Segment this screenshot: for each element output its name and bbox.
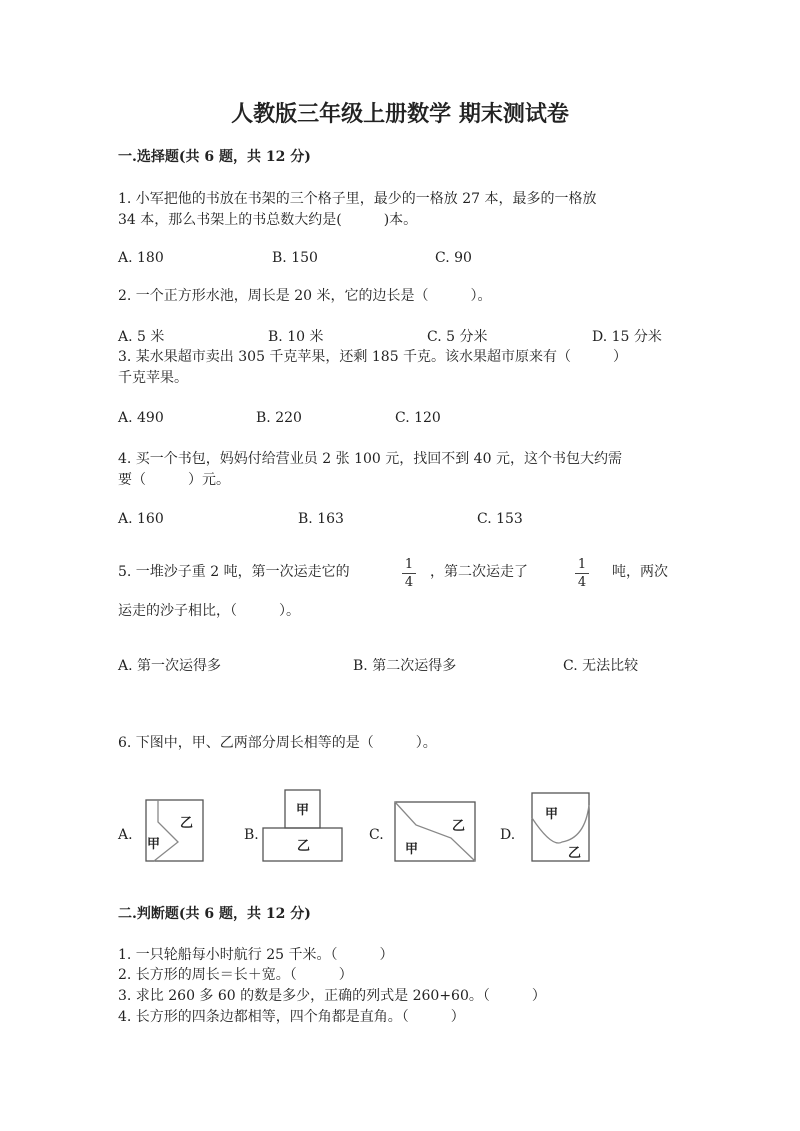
- q2-option-d: D. 15 分米: [592, 329, 662, 345]
- figure-b-label-yi: 乙: [297, 839, 311, 854]
- q5-option-b: B. 第二次运得多: [353, 658, 457, 674]
- q2-option-a: A. 5 米: [118, 329, 165, 345]
- fraction-numerator: 1: [404, 557, 414, 572]
- fraction-numerator: 1: [577, 557, 587, 572]
- q4-option-a: A. 160: [118, 511, 164, 527]
- figure-c-label-yi: 乙: [452, 819, 466, 834]
- q5-text-part1: 5. 一堆沙子重 2 吨，第一次运走它的: [118, 564, 350, 580]
- figure-b-label-jia: 甲: [296, 803, 310, 818]
- figure-a-label-jia: 甲: [147, 837, 161, 852]
- q6-text: 6. 下图中，甲、乙两部分周长相等的是（ ）。: [118, 735, 437, 751]
- figure-c-label-jia: 甲: [405, 842, 419, 857]
- figure-d-label-yi: 乙: [568, 846, 582, 861]
- figure-a-label-yi: 乙: [180, 816, 194, 831]
- q1-text-cont: 34 本，那么书架上的书总数大约是( )本。: [118, 212, 418, 228]
- q1-option-b: B. 150: [272, 250, 318, 266]
- fraction-denominator: 4: [404, 575, 414, 590]
- q6-option-a: A.: [118, 827, 133, 843]
- q4-option-b: B. 163: [298, 511, 344, 527]
- judge-item-1: 1. 一只轮船每小时航行 25 千米。（ ）: [118, 947, 394, 963]
- q4-text-cont: 要（ ）元。: [118, 472, 230, 488]
- section2-heading: 二.判断题(共 6 题，共 12 分): [118, 906, 311, 922]
- q5-option-a: A. 第一次运得多: [118, 658, 222, 674]
- q3-text: 3. 某水果超市卖出 305 千克苹果，还剩 185 千克。该水果超市原来有（ ）: [118, 349, 628, 365]
- q1-option-c: C. 90: [435, 250, 472, 266]
- judge-item-3: 3. 求比 260 多 60 的数是多少，正确的列式是 260+60。（ ）: [118, 988, 546, 1004]
- q3-text-cont: 千克苹果。: [118, 370, 188, 386]
- q2-text: 2. 一个正方形水池，周长是 20 米，它的边长是（ ）。: [118, 288, 492, 304]
- section1-heading: 一.选择题(共 6 题，共 12 分): [118, 149, 311, 165]
- q5-text-part2: ，第二次运走了: [430, 564, 528, 580]
- q5-option-c: C. 无法比较: [563, 658, 639, 674]
- judge-item-2: 2. 长方形的周长＝长＋宽。（ ）: [118, 967, 353, 983]
- fraction-denominator: 4: [577, 575, 587, 590]
- q6-option-b: B.: [244, 827, 259, 843]
- q3-option-a: A. 490: [118, 410, 164, 426]
- q2-option-c: C. 5 分米: [427, 329, 488, 345]
- figure-d-label-jia: 甲: [545, 807, 559, 822]
- q5-text-cont: 运走的沙子相比，（ ）。: [118, 603, 300, 619]
- q4-text: 4. 买一个书包，妈妈付给营业员 2 张 100 元，找回不到 40 元，这个书包大约需: [118, 451, 622, 467]
- q6-option-c: C.: [369, 827, 384, 843]
- q1-option-a: A. 180: [118, 250, 164, 266]
- q1-text: 1. 小军把他的书放在书架的三个格子里，最少的一格放 27 本，最多的一格放: [118, 191, 597, 207]
- q3-option-b: B. 220: [256, 410, 302, 426]
- q3-option-c: C. 120: [395, 410, 441, 426]
- q4-option-c: C. 153: [477, 511, 523, 527]
- judge-item-4: 4. 长方形的四条边都相等，四个角都是直角。（ ）: [118, 1009, 465, 1025]
- q2-option-b: B. 10 米: [268, 329, 324, 345]
- q6-option-d: D.: [500, 827, 516, 843]
- page-title: 人教版三年级上册数学 期末测试卷: [231, 101, 569, 127]
- q5-text-part3: 吨，两次: [612, 564, 668, 580]
